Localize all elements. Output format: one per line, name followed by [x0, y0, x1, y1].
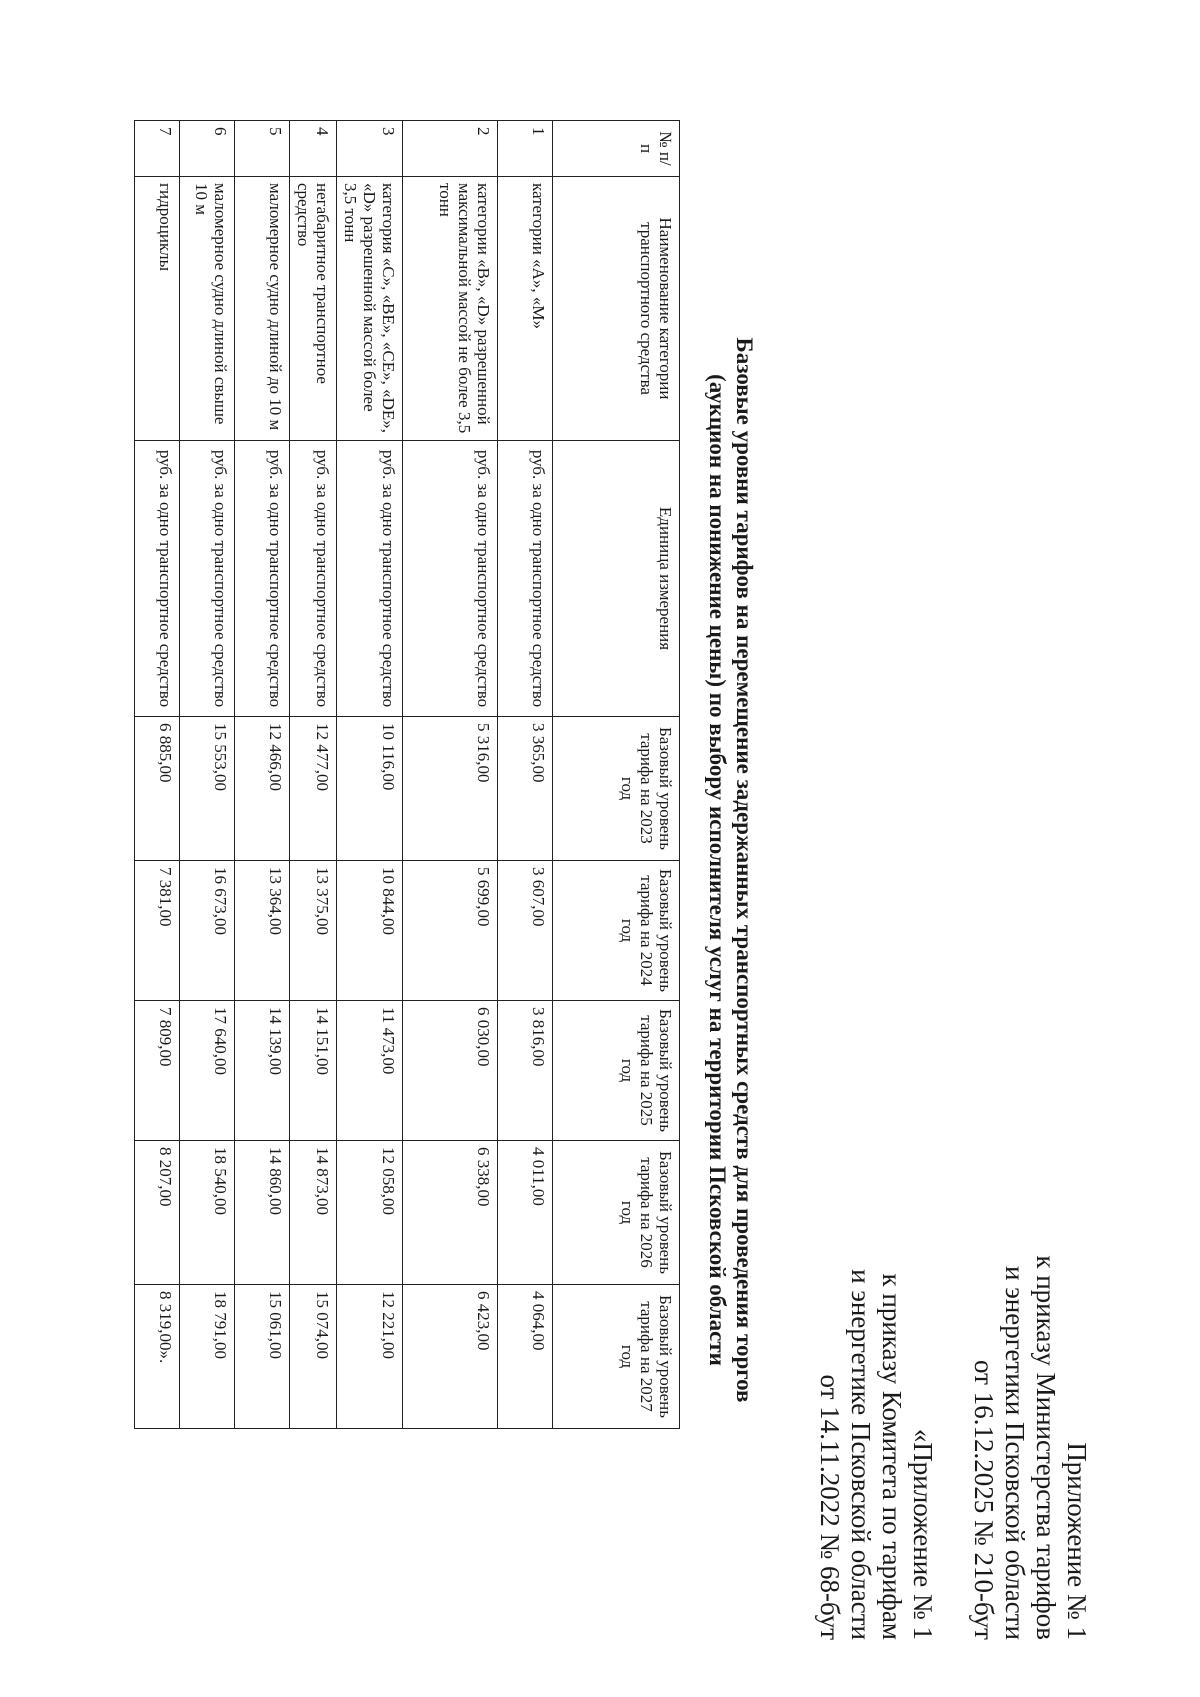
table-row	[290, 121, 337, 1429]
tariff-2023: 12 477,00	[290, 717, 337, 861]
tariff-2023: 5 316,00	[403, 717, 498, 861]
tariff-2023: 12 466,00	[235, 717, 290, 861]
table-row	[235, 121, 290, 1429]
unit-of-measure: руб. за одно транспортное средство	[337, 441, 403, 717]
tariff-2026: 18 540,00	[180, 1141, 235, 1285]
header-line: от 14.11.2022 № 68-бут	[815, 1374, 845, 1640]
category-name: категории «А», «М»	[498, 177, 553, 441]
tariff-2026: 8 207,00	[135, 1141, 180, 1285]
title-line-2: (аукцион на понижение цены) по выбору исполнителя услуг на территории Псковской области	[705, 374, 730, 1366]
tariff-2025: 6 030,00	[403, 1001, 498, 1141]
tariff-2026: 12 058,00	[337, 1141, 403, 1285]
tariff-2024: 13 375,00	[290, 861, 337, 1001]
tariff-2026: 14 873,00	[290, 1141, 337, 1285]
unit-of-measure: руб. за одно транспортное средство	[135, 441, 180, 717]
unit-of-measure: руб. за одно транспортное средство	[180, 441, 235, 717]
appendix-header	[968, 1100, 1092, 1640]
row-number: 7	[135, 121, 180, 177]
tariff-2024: 7 381,00	[135, 861, 180, 1001]
table-row	[403, 121, 498, 1429]
tariff-2027: 15 061,00	[235, 1285, 290, 1429]
unit-of-measure: руб. за одно транспортное средство	[235, 441, 290, 717]
header-line: к приказу Министерства тарифов	[1031, 1255, 1061, 1640]
header-line: Приложение № 1	[1062, 1442, 1092, 1640]
tariff-2024: 5 699,00	[403, 861, 498, 1001]
unit-of-measure: руб. за одно транспортное средство	[290, 441, 337, 717]
unit-of-measure: руб. за одно транспортное средство	[498, 441, 553, 717]
table-header-row	[553, 121, 680, 1429]
header-line: к приказу Комитета по тарифам	[877, 1273, 907, 1640]
tariff-2027: 6 423,00	[403, 1285, 498, 1429]
tariff-2027: 4 064,00	[498, 1285, 553, 1429]
header-line: «Приложение № 1	[908, 1428, 938, 1640]
row-number: 1	[498, 121, 553, 177]
tariff-2027: 18 791,00	[180, 1285, 235, 1429]
tariff-2024: 13 364,00	[235, 861, 290, 1001]
row-number: 3	[337, 121, 403, 177]
tariff-2027: 12 221,00	[337, 1285, 403, 1429]
table-row	[180, 121, 235, 1429]
title-line-1: Базовые уровни тарифов на перемещение задержанных транспортных средств для проведения торгов	[732, 337, 757, 1403]
category-name: категория «С», «ВЕ», «СЕ», «DЕ», «D» разрешенной массой более 3,5 тонн	[337, 177, 403, 441]
tariff-2025: 11 473,00	[337, 1001, 403, 1141]
tariff-2025: 7 809,00	[135, 1001, 180, 1141]
tariff-table	[134, 120, 680, 1429]
column-header-unit: Единица измерения	[553, 441, 680, 717]
tariff-2027: 8 319,00».	[135, 1285, 180, 1429]
row-number: 4	[290, 121, 337, 177]
header-line: от 16.12.2025 № 210-бут	[969, 1360, 999, 1640]
tariff-2025: 14 139,00	[235, 1001, 290, 1141]
tariff-2023: 3 365,00	[498, 717, 553, 861]
tariff-2024: 10 844,00	[337, 861, 403, 1001]
category-name: негабаритное транспортное средство	[290, 177, 337, 441]
tariff-2023: 6 885,00	[135, 717, 180, 861]
row-number: 2	[403, 121, 498, 177]
column-header-2027: Базовый уровень тарифа на 2027 год	[553, 1285, 680, 1429]
tariff-2023: 15 553,00	[180, 717, 235, 861]
column-header-2023: Базовый уровень тарифа на 2023 год	[553, 717, 680, 861]
tariff-2025: 17 640,00	[180, 1001, 235, 1141]
tariff-2024: 16 673,00	[180, 861, 235, 1001]
quoted-appendix-header	[814, 1100, 938, 1640]
tariff-2027: 15 074,00	[290, 1285, 337, 1429]
row-number: 6	[180, 121, 235, 177]
tariff-2026: 14 860,00	[235, 1141, 290, 1285]
row-number: 5	[235, 121, 290, 177]
tariff-2026: 4 011,00	[498, 1141, 553, 1285]
tariff-2023: 10 116,00	[337, 717, 403, 861]
category-name: категории «В», «D» разрешенной максимальной массой не более 3,5 тонн	[403, 177, 498, 441]
tariff-2025: 3 816,00	[498, 1001, 553, 1141]
tariff-2024: 3 607,00	[498, 861, 553, 1001]
column-header-number: № п/п	[553, 121, 680, 177]
category-name: маломерное судно длиной до 10 м	[235, 177, 290, 441]
table-row	[337, 121, 403, 1429]
header-line: и энергетике Псковской области	[846, 1269, 876, 1640]
unit-of-measure: руб. за одно транспортное средство	[403, 441, 498, 717]
tariff-2025: 14 151,00	[290, 1001, 337, 1141]
header-line: и энергетики Псковской области	[1000, 1266, 1030, 1640]
column-header-2024: Базовый уровень тарифа на 2024 год	[553, 861, 680, 1001]
table-row	[135, 121, 180, 1429]
column-header-2026: Базовый уровень тарифа на 2026 год	[553, 1141, 680, 1285]
column-header-2025: Базовый уровень тарифа на 2025 год	[553, 1001, 680, 1141]
document-title	[704, 90, 758, 1650]
category-name: гидроциклы	[135, 177, 180, 441]
column-header-category: Наименование категории транспортного средства	[553, 177, 680, 441]
table-row	[498, 121, 553, 1429]
tariff-2026: 6 338,00	[403, 1141, 498, 1285]
category-name: маломерное судно длиной свыше 10 м	[180, 177, 235, 441]
